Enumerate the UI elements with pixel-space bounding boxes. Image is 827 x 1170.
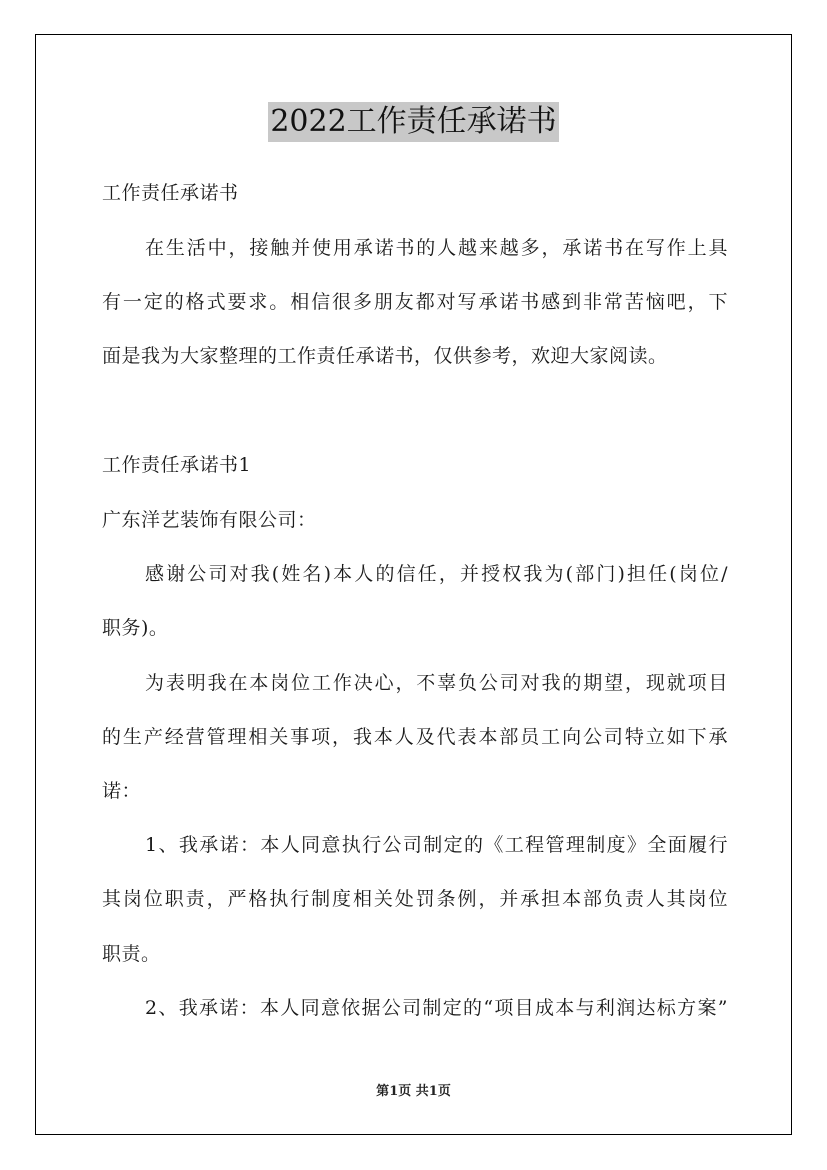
- paragraph-line: 在生活中，接触并使用承诺书的人越来越多，承诺书在写作上具: [145, 237, 728, 259]
- footer-prefix: 第: [376, 1084, 390, 1099]
- paragraph-line: 有一定的格式要求。相信很多朋友都对写承诺书感到非常苦恼吧，下: [102, 291, 728, 313]
- paragraph-line: 为表明我在本岗位工作决心，不辜负公司对我的期望，现就项目: [145, 672, 728, 694]
- paragraph-line: 职务)。: [102, 617, 169, 639]
- footer-page-number: 1: [389, 1084, 399, 1099]
- addressee-line: 广东洋艺装饰有限公司：: [102, 509, 317, 531]
- footer-page-total: 1: [428, 1084, 438, 1099]
- paragraph-line: 1、我承诺：本人同意执行公司制定的《工程管理制度》全面履行: [145, 834, 728, 856]
- paragraph-line: 的生产经营管理相关事项，我本人及代表本部员工向公司特立如下承: [102, 726, 728, 748]
- document-title: 2022工作责任承诺书: [268, 102, 558, 142]
- paragraph-line: 2、我承诺：本人同意依据公司制定的“项目成本与利润达标方案”: [145, 997, 728, 1019]
- page-footer: [0, 1083, 827, 1101]
- paragraph-line: 职责。: [102, 943, 161, 965]
- footer-suffix: 页: [437, 1084, 451, 1099]
- title-wrap: [0, 102, 827, 142]
- paragraph-line: 诺：: [102, 780, 142, 802]
- paragraph-line: 其岗位职责，严格执行制度相关处罚条例，并承担本部负责人其岗位: [102, 888, 728, 910]
- footer-middle: 页 共: [398, 1084, 429, 1099]
- section-heading: 工作责任承诺书: [102, 182, 239, 204]
- section-heading: 工作责任承诺书1: [102, 454, 252, 476]
- paragraph-line: 面是我为大家整理的工作责任承诺书，仅供参考，欢迎大家阅读。: [102, 345, 668, 367]
- paragraph-line: 感谢公司对我(姓名)本人的信任，并授权我为(部门)担任(岗位/: [145, 563, 728, 585]
